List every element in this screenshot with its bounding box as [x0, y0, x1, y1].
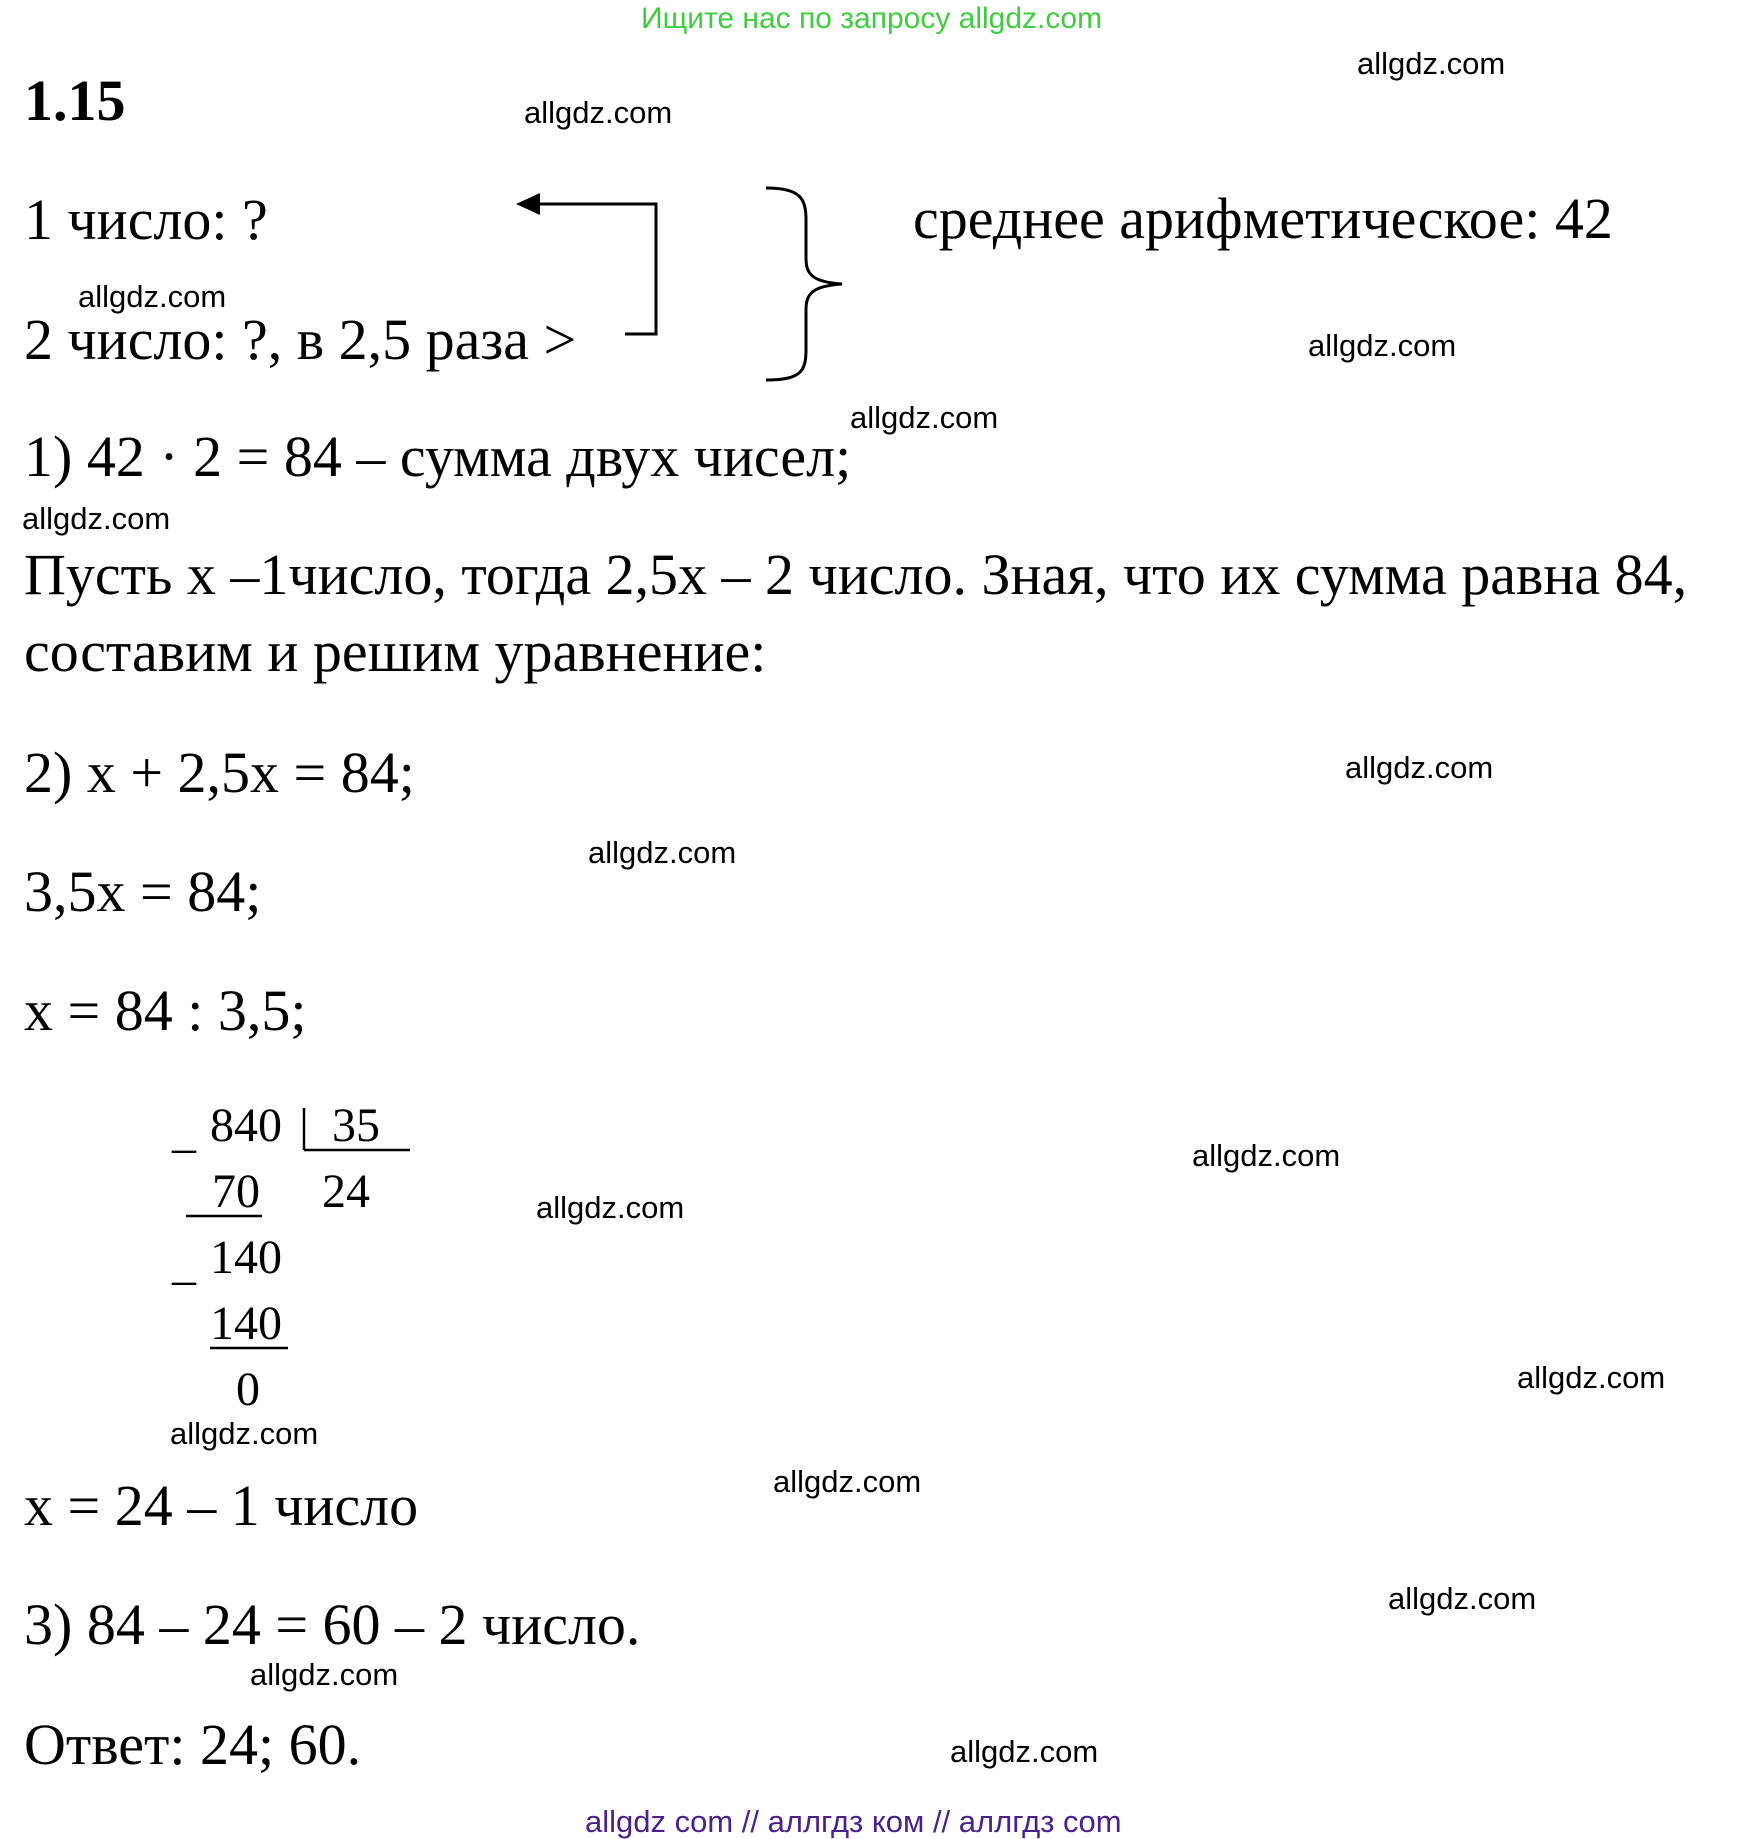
division-divisor: 35 — [332, 1099, 380, 1152]
equation-1: 3,5х = 84; — [24, 859, 262, 924]
watermark: allgdz.com — [536, 1190, 685, 1225]
watermark: allgdz.com — [524, 95, 673, 130]
division-minus-1: _ — [172, 1105, 196, 1158]
intro-line-1: Пусть х –1число, тогда 2,5х – 2 число. Зная, что их сумма равна 84, — [24, 542, 1688, 607]
step-1: 1) 42 · 2 = 84 – сумма двух чисел; — [24, 424, 852, 489]
step-2: 2) х + 2,5х = 84; — [24, 740, 415, 805]
division-remainder: 0 — [236, 1363, 260, 1416]
answer: Ответ: 24; 60. — [24, 1712, 362, 1777]
watermark: allgdz.com — [1517, 1360, 1666, 1395]
division-partial: 140 — [210, 1231, 282, 1284]
watermark: allgdz.com — [950, 1734, 1099, 1769]
arrow-head-icon — [516, 193, 540, 215]
watermark: allgdz.com — [588, 835, 737, 870]
watermark: allgdz.com — [1357, 46, 1506, 81]
comparison-arrow — [516, 193, 656, 334]
result-first-number: х = 24 – 1 число — [24, 1473, 419, 1538]
step-3: 3) 84 – 24 = 60 – 2 число. — [24, 1592, 641, 1657]
watermark: allgdz.com — [1192, 1138, 1341, 1173]
division-quotient: 24 — [322, 1165, 370, 1218]
division-minus-2: _ — [172, 1237, 196, 1290]
condition-second-number: 2 число: ?, в 2,5 раза > — [24, 307, 577, 372]
watermark: allgdz.com — [850, 400, 999, 435]
watermark: allgdz.com — [1388, 1581, 1537, 1616]
watermark: allgdz.com — [250, 1657, 399, 1692]
intro-line-2: составим и решим уравнение: — [24, 619, 767, 684]
curly-brace-icon — [766, 188, 842, 380]
watermark: allgdz.com — [22, 501, 171, 536]
top-banner[interactable]: Ищите нас по запросу allgdz.com — [641, 2, 1103, 35]
watermark: allgdz.com — [1308, 328, 1457, 363]
watermark: allgdz.com — [773, 1464, 922, 1499]
condition-mean: среднее арифметическое: 42 — [913, 186, 1613, 251]
division-subtrahend-2: 140 — [210, 1297, 282, 1350]
equation-2: х = 84 : 3,5; — [24, 978, 307, 1043]
bottom-banner[interactable]: allgdz com // аллгдз ком // аллгдз com — [585, 1804, 1122, 1839]
condition-first-number: 1 число: ? — [24, 187, 268, 252]
problem-number: 1.15 — [24, 68, 126, 133]
watermark: allgdz.com — [170, 1416, 319, 1451]
division-dividend: 840 — [210, 1099, 282, 1152]
watermark: allgdz.com — [78, 279, 227, 314]
division-subtrahend-1: 70 — [212, 1165, 260, 1218]
watermark: allgdz.com — [1345, 750, 1494, 785]
